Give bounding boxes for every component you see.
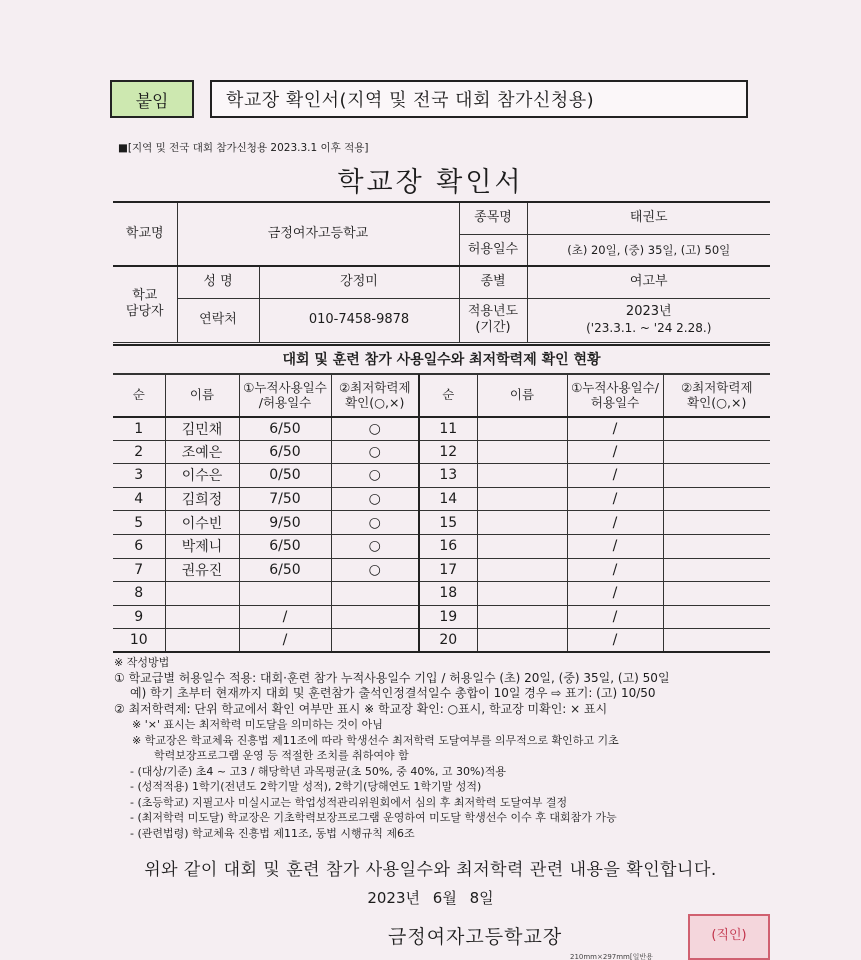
year-label-line1: 적용년도 xyxy=(467,303,519,319)
col-min-line2: 확인(○,×) xyxy=(345,395,405,411)
row-min-check xyxy=(331,582,419,606)
row-no-right: 16 xyxy=(419,534,477,558)
row-min-check-right xyxy=(663,582,770,606)
row-min-check: ○ xyxy=(331,558,419,582)
table-row xyxy=(113,487,770,511)
row-name xyxy=(165,629,239,653)
row-name-right xyxy=(477,605,567,629)
row-no: 6 xyxy=(113,534,165,558)
row-min-check-right xyxy=(663,487,770,511)
col-days-line2: /허용일수 xyxy=(258,395,312,411)
row-days-right: / xyxy=(567,629,663,653)
row-no: 2 xyxy=(113,440,165,464)
row-no: 8 xyxy=(113,582,165,606)
detail-3: - (초등학교) 지필고사 미실시교는 학업성적관리위원회에서 심의 후 최저학력 도달여부 결정 xyxy=(130,795,568,809)
year-label-line2: (기간) xyxy=(475,320,511,335)
page-title: 학교장 확인서 xyxy=(337,167,524,198)
col-name: 이름 xyxy=(165,375,239,417)
table-row xyxy=(113,558,770,582)
row-name: 박제니 xyxy=(165,534,239,558)
row-days-right: / xyxy=(567,487,663,511)
contact-label: 연락처 xyxy=(177,298,259,342)
row-min-check xyxy=(331,605,419,629)
row-no-right: 12 xyxy=(419,440,477,464)
notes xyxy=(114,655,774,841)
document-header-title: 학교장 확인서(지역 및 전국 대회 참가신청용) xyxy=(210,80,748,118)
row-no-right: 11 xyxy=(419,417,477,441)
row-days-right: / xyxy=(567,534,663,558)
apply-note: ■[지역 및 전국 대회 참가신청용 2023.3.1 이후 적용] xyxy=(118,142,369,154)
date-month: 6월 xyxy=(432,889,457,907)
row-min-check-right xyxy=(663,629,770,653)
row-min-check-right xyxy=(663,534,770,558)
table-row xyxy=(113,629,770,653)
row-no-right: 15 xyxy=(419,511,477,535)
row-min-check: ○ xyxy=(331,487,419,511)
table-row xyxy=(113,534,770,558)
row-name: 이수빈 xyxy=(165,511,239,535)
detail-2: - (성적적용) 1학기(전년도 2학기말 성적), 2학기(당해연도 1학기말 성적) xyxy=(130,780,482,793)
issue-date xyxy=(0,887,861,908)
row-no-right: 19 xyxy=(419,605,477,629)
manager-label-line2: 담당자 xyxy=(125,304,164,320)
table-row xyxy=(113,440,770,464)
row-days: 0/50 xyxy=(239,464,331,488)
year-value-line1: 2023년 xyxy=(625,304,672,320)
row-days: / xyxy=(239,629,331,653)
year-value-line2: ('23.3.1. ~ '24 2.28.) xyxy=(586,320,712,335)
sport-label: 종목명 xyxy=(459,202,527,234)
row-min-check-right xyxy=(663,511,770,535)
note-2a: ※ '×' 표시는 최저학력 미도달을 의미하는 것이 아님 xyxy=(132,718,383,731)
row-days-right: / xyxy=(567,417,663,441)
allow-value: (초) 20일, (중) 35일, (고) 50일 xyxy=(527,234,770,266)
col-min-line1: ②최저학력제 xyxy=(338,379,411,395)
row-no-right: 17 xyxy=(419,558,477,582)
row-min-check: ○ xyxy=(331,534,419,558)
row-name-right xyxy=(477,440,567,464)
col-min-right-line1: ②최저학력제 xyxy=(680,379,753,395)
note-2: ② 최저학력제: 단위 학교에서 확인 여부만 표시 ※ 학교장 확인: ○표시, 학교장 미확인: × 표시 xyxy=(114,701,608,716)
row-name: 권유진 xyxy=(165,558,239,582)
col-no-right: 순 xyxy=(419,375,477,417)
name-value: 강정미 xyxy=(259,266,459,298)
row-no: 10 xyxy=(113,629,165,653)
col-days-right xyxy=(567,375,663,417)
row-days xyxy=(239,582,331,606)
row-min-check-right xyxy=(663,558,770,582)
detail-4: - (최저학력 미도달) 학교장은 기초학력보장프로그램 운영하여 미도달 학생선수 이수 후 대회참가 가능 xyxy=(130,811,617,824)
table-row xyxy=(113,464,770,488)
col-days-line1: ①누적사용일수 xyxy=(243,379,327,395)
row-min-check: ○ xyxy=(331,417,419,441)
row-days-right: / xyxy=(567,582,663,606)
roster-table xyxy=(113,374,770,653)
row-no-right: 14 xyxy=(419,487,477,511)
col-name-right: 이름 xyxy=(477,375,567,417)
attachment-tag: 붙임 xyxy=(110,80,194,118)
row-days-right: / xyxy=(567,605,663,629)
row-no: 3 xyxy=(113,464,165,488)
manager-label-line1: 학교 xyxy=(132,288,158,303)
row-min-check-right xyxy=(663,605,770,629)
row-name xyxy=(165,605,239,629)
row-name: 이수은 xyxy=(165,464,239,488)
date-year: 2023년 xyxy=(367,889,420,907)
roster-body xyxy=(113,417,770,653)
row-name-right xyxy=(477,464,567,488)
row-no: 4 xyxy=(113,487,165,511)
col-min xyxy=(331,375,419,417)
manager-label xyxy=(113,266,177,342)
note-1: ① 학교급별 허용일수 적용: 대회·훈련 참가 누적사용일수 기입 / 허용일수 (초) 20일, (중) 35일, (고) 50일 xyxy=(114,670,670,685)
notes-heading: ※ 작성방법 xyxy=(114,656,170,669)
row-min-check: ○ xyxy=(331,440,419,464)
row-no: 9 xyxy=(113,605,165,629)
row-days-right: / xyxy=(567,558,663,582)
roster-header-row xyxy=(113,375,770,417)
row-days: 6/50 xyxy=(239,417,331,441)
note-2c: 학력보장프로그램 운영 등 적절한 조치를 취하여야 함 xyxy=(154,749,409,762)
row-no-right: 20 xyxy=(419,629,477,653)
col-days-right-line1: ①누적사용일수/ xyxy=(571,379,659,395)
year-value xyxy=(527,298,770,342)
row-no-right: 13 xyxy=(419,464,477,488)
row-days: 7/50 xyxy=(239,487,331,511)
col-min-right xyxy=(663,375,770,417)
kind-label: 종별 xyxy=(459,266,527,298)
row-name: 김희정 xyxy=(165,487,239,511)
official-seal-icon: (직인) xyxy=(688,914,770,960)
row-name-right xyxy=(477,487,567,511)
detail-1: - (대상/기준) 초4 ~ 고3 / 해당학년 과목평균(초 50%, 중 40%, 고 30%)적용 xyxy=(130,764,506,778)
row-min-check-right xyxy=(663,440,770,464)
col-days-right-line2: 허용일수 xyxy=(590,395,640,411)
row-min-check-right xyxy=(663,464,770,488)
table-row xyxy=(113,582,770,606)
row-no: 1 xyxy=(113,417,165,441)
row-min-check: ○ xyxy=(331,511,419,535)
year-label xyxy=(459,298,527,342)
row-min-check-right xyxy=(663,417,770,441)
name-label: 성 명 xyxy=(177,266,259,298)
principal-name: 금정여자고등학교장 xyxy=(388,926,563,948)
row-days-right: / xyxy=(567,440,663,464)
date-day: 8일 xyxy=(469,889,494,907)
row-name-right xyxy=(477,558,567,582)
row-min-check: ○ xyxy=(331,464,419,488)
row-name-right xyxy=(477,511,567,535)
row-name xyxy=(165,582,239,606)
sport-value: 태권도 xyxy=(527,202,770,234)
table-row xyxy=(113,605,770,629)
kind-value: 여고부 xyxy=(527,266,770,298)
allow-label: 허용일수 xyxy=(459,234,527,266)
contact-value: 010-7458-9878 xyxy=(259,298,459,342)
row-name-right xyxy=(477,417,567,441)
table-row xyxy=(113,511,770,535)
row-name-right xyxy=(477,629,567,653)
row-days-right: / xyxy=(567,464,663,488)
col-min-right-line2: 확인(○,×) xyxy=(687,395,747,411)
col-days xyxy=(239,375,331,417)
row-days: 6/50 xyxy=(239,440,331,464)
confirm-statement: 위와 같이 대회 및 훈련 참가 사용일수와 최저학력 관련 내용을 확인합니다. xyxy=(144,860,717,880)
note-1-example: 예) 학기 초부터 현재까지 대회 및 훈련참가 출석인정결석일수 총합이 10일 경우 ⇨ 표기: (고) 10/50 xyxy=(130,686,656,700)
row-days: 6/50 xyxy=(239,558,331,582)
section-title: 대회 및 훈련 참가 사용일수와 최저학력제 확인 현황 xyxy=(113,344,770,374)
row-name-right xyxy=(477,582,567,606)
row-name-right xyxy=(477,534,567,558)
school-value: 금정여자고등학교 xyxy=(177,202,459,266)
note-2b: ※ 학교장은 학교체육 진흥법 제11조에 따라 학생선수 최저학력 도달여부를 의무적으로 확인하고 기초 xyxy=(132,733,619,747)
row-name: 김민채 xyxy=(165,417,239,441)
detail-5: - (관련법령) 학교체육 진흥법 제11조, 동법 시행규칙 제6조 xyxy=(130,826,415,840)
row-days: / xyxy=(239,605,331,629)
row-min-check xyxy=(331,629,419,653)
col-no: 순 xyxy=(113,375,165,417)
row-days: 6/50 xyxy=(239,534,331,558)
info-table xyxy=(113,201,770,343)
table-row xyxy=(113,417,770,441)
row-days: 9/50 xyxy=(239,511,331,535)
row-no-right: 18 xyxy=(419,582,477,606)
school-label: 학교명 xyxy=(113,202,177,266)
row-no: 7 xyxy=(113,558,165,582)
row-days-right: / xyxy=(567,511,663,535)
row-name: 조예은 xyxy=(165,440,239,464)
row-no: 5 xyxy=(113,511,165,535)
paper-size-note: 210mm×297mm[일반용 xyxy=(570,953,653,960)
